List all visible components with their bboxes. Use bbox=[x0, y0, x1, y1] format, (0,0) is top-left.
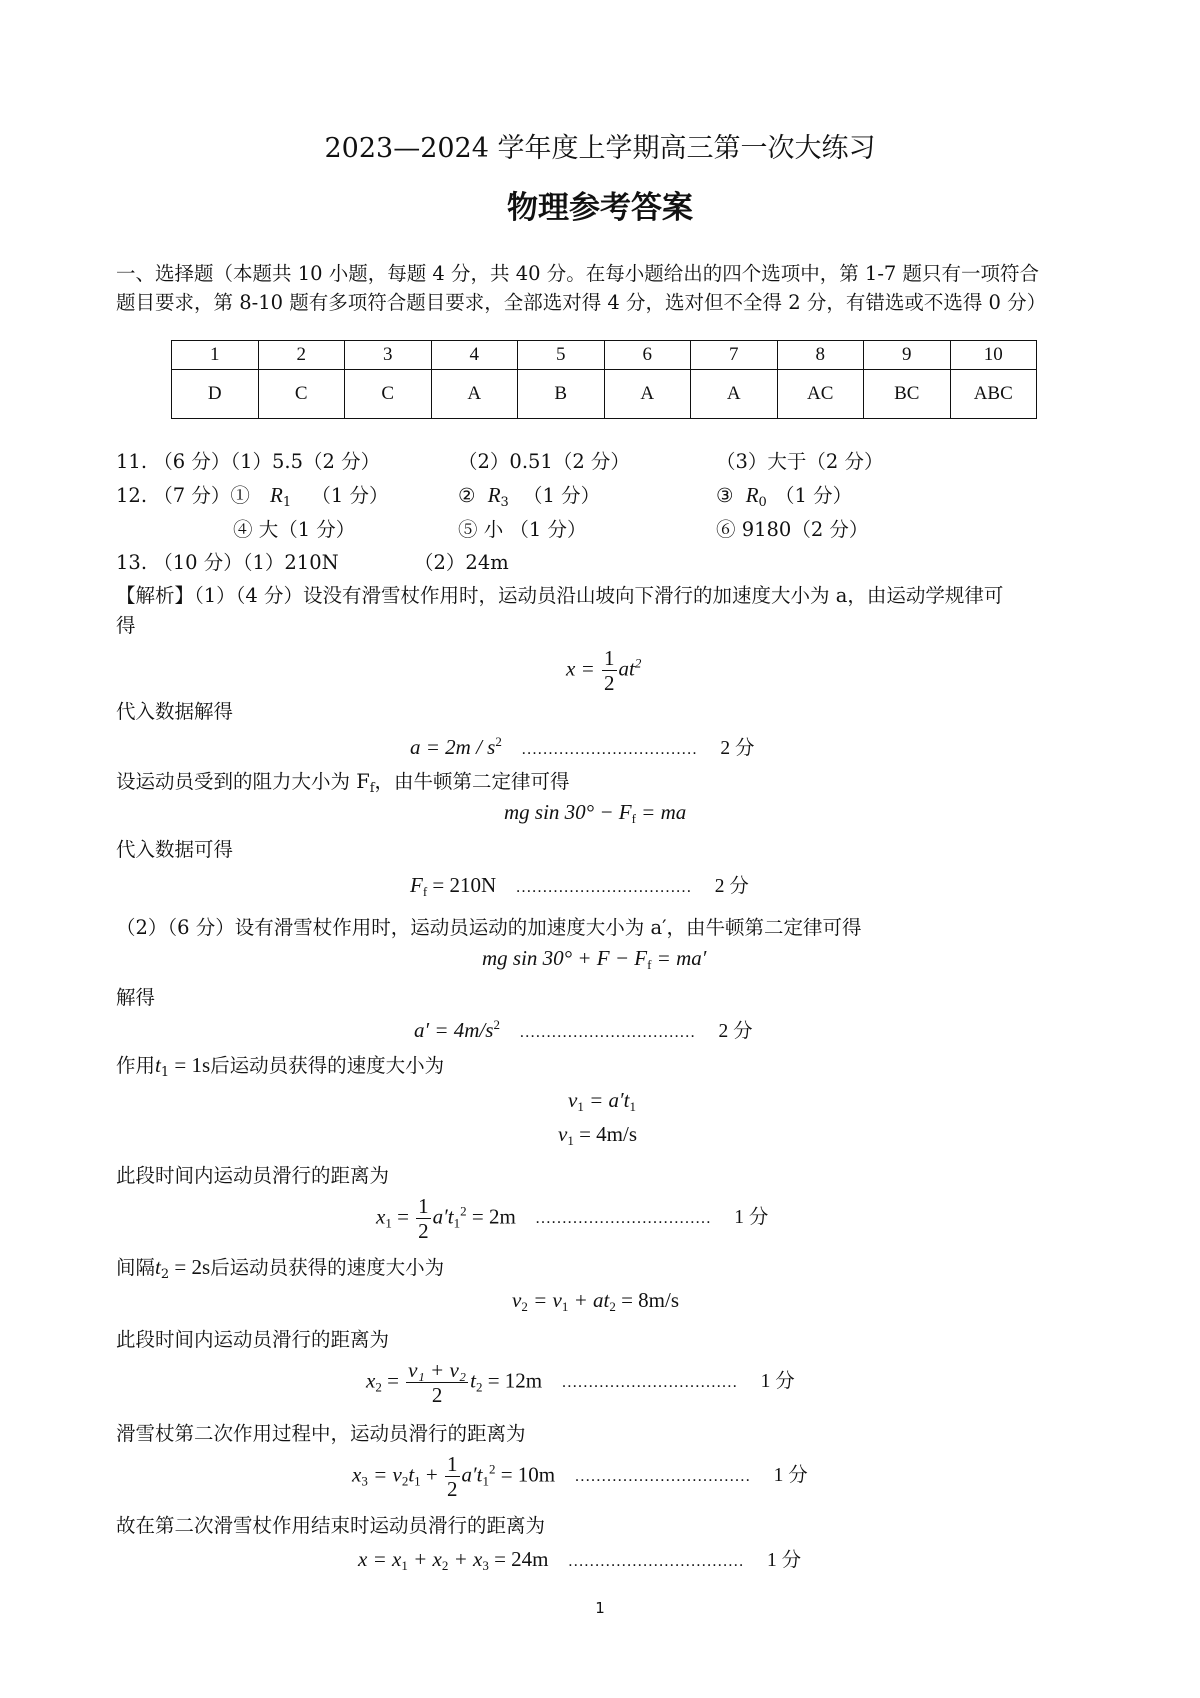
section1-intro-line1: 一、选择题（本题共 10 小题，每题 4 分，共 40 分。在每小题给出的四个选项中，第 1-7 题只有一项符合 bbox=[116, 262, 1040, 285]
resist-tail: ，由牛顿第二定律可得 bbox=[374, 770, 570, 793]
table-cell-answer: C bbox=[258, 370, 345, 419]
eq12-fraction bbox=[445, 1452, 460, 1501]
eq11-fraction bbox=[406, 1358, 468, 1407]
q12-item5: ⑤ 小 （1 分） bbox=[458, 518, 587, 541]
q12-r3-sub: 3 bbox=[500, 495, 509, 510]
eq13-sub3: 3 bbox=[482, 1558, 489, 1573]
q12-r3-score: （1 分） bbox=[523, 484, 601, 507]
distance-label-3: 滑雪杖第二次作用过程中，运动员滑行的距离为 bbox=[116, 1422, 526, 1445]
eq9-mid: a′t bbox=[432, 1204, 454, 1229]
equation-total-distance bbox=[358, 1544, 801, 1574]
after-t1-suffix: 后运动员获得的速度大小为 bbox=[210, 1054, 445, 1077]
eq6-score: 2 分 bbox=[718, 1021, 753, 1042]
eq10-v: v bbox=[512, 1288, 522, 1312]
eq12-den: 2 bbox=[447, 1477, 458, 1501]
eq4-dots: …………………………… bbox=[515, 879, 692, 896]
eq12-mid-sub: 2 bbox=[401, 1473, 409, 1489]
eq12-x: x bbox=[352, 1462, 362, 1487]
q12-item4: ④ 大（1 分） bbox=[233, 518, 356, 541]
answer-table-number-row bbox=[172, 341, 1037, 370]
q12-head bbox=[116, 480, 388, 510]
eq10-mid-sub: 1 bbox=[561, 1299, 569, 1314]
eq10-sub: 2 bbox=[521, 1299, 528, 1314]
eq3-sub: f bbox=[631, 811, 636, 826]
equation-newton-2 bbox=[482, 946, 706, 973]
eq7-v: v bbox=[568, 1088, 578, 1112]
after-t1-line bbox=[116, 1050, 444, 1080]
eq13-text: x = x bbox=[358, 1547, 402, 1571]
eq12-mid: = v bbox=[367, 1462, 402, 1487]
final-label: 故在第二次滑雪杖作用结束时运动员滑行的距离为 bbox=[116, 1514, 546, 1537]
eq7-sub: 1 bbox=[577, 1099, 584, 1114]
table-cell-answer: D bbox=[172, 370, 259, 419]
table-cell-answer: A bbox=[604, 370, 691, 419]
eq1-fraction bbox=[602, 646, 617, 695]
table-cell-answer: C bbox=[345, 370, 432, 419]
eq3-rhs: = ma bbox=[635, 800, 687, 824]
eq13-sub1: 1 bbox=[401, 1558, 408, 1573]
table-cell-number: 6 bbox=[604, 341, 691, 370]
table-cell-number: 1 bbox=[172, 341, 259, 370]
table-cell-number: 2 bbox=[258, 341, 345, 370]
t2-symbol: t bbox=[155, 1255, 161, 1279]
eq12-mid3-sub: 1 bbox=[482, 1473, 489, 1489]
equation-displacement bbox=[566, 646, 641, 695]
t2-value: = 2s bbox=[169, 1255, 211, 1279]
eq1-exp: 2 bbox=[634, 655, 642, 671]
equation-x2: $x_2$ = $\frac{\text{v₁ + v₂}}{2}$ $t_2 = 12m$ …………………………… 1 分 bbox=[366, 1358, 795, 1407]
t1-value: = 1s bbox=[169, 1053, 211, 1077]
equation-acceleration-2 bbox=[414, 1015, 753, 1043]
eq6-text: a′ = 4m/s bbox=[414, 1018, 494, 1042]
q13-head: 13. （10 分）（1）210N bbox=[116, 551, 339, 574]
q12-r0-symbol: R bbox=[745, 483, 759, 507]
answer-table bbox=[171, 340, 1037, 419]
eq7-rhs: = a′t bbox=[583, 1088, 630, 1112]
eq4-text: F bbox=[410, 873, 423, 897]
eq7-sub2: 1 bbox=[629, 1099, 636, 1114]
table-cell-number: 3 bbox=[345, 341, 432, 370]
eq12-rhs: = 10m bbox=[495, 1462, 556, 1487]
resistance-line bbox=[116, 766, 570, 796]
eq6-dots: …………………………… bbox=[519, 1024, 696, 1041]
page-number: 1 bbox=[595, 1599, 605, 1617]
solve-label: 解得 bbox=[116, 986, 156, 1009]
q13-part2: （2）24m bbox=[414, 551, 509, 574]
table-cell-number: 5 bbox=[518, 341, 605, 370]
eq10-mid: = v bbox=[527, 1288, 562, 1312]
table-cell-number: 8 bbox=[777, 341, 864, 370]
eq13-rhs: = 24m bbox=[488, 1547, 549, 1571]
equation-x1: $x_1$ = $\frac{1}{2}$ $a't_1^2 = 2m$ …………………………… 1 分 bbox=[376, 1194, 769, 1243]
q11-part1: 11. （6 分）（1）5.5（2 分） bbox=[116, 450, 381, 473]
eq10-rhs: = 8m/s bbox=[615, 1288, 680, 1312]
eq4-sub: f bbox=[422, 884, 428, 899]
equation-newton-1 bbox=[504, 800, 686, 827]
q12-r0-sub: 0 bbox=[758, 495, 767, 510]
q12-item3 bbox=[716, 480, 852, 510]
q13-analysis-line2: 得 bbox=[116, 614, 136, 637]
resist-text: 设运动员受到的阻力大小为 F bbox=[116, 770, 370, 793]
table-cell-number: 9 bbox=[864, 341, 951, 370]
eq1-num: 1 bbox=[604, 646, 615, 670]
distance-label-2: 此段时间内运动员滑行的距离为 bbox=[116, 1328, 390, 1351]
eq12-dots: …………………………… bbox=[574, 1468, 751, 1486]
eq8-rhs: = 4m/s bbox=[573, 1122, 638, 1146]
eq11-t: t bbox=[470, 1368, 476, 1393]
page-subtitle: 物理参考答案 bbox=[507, 190, 693, 226]
q13-analysis-line1: 【解析】（1）（4 分）设没有滑雪杖作用时，运动员沿山坡向下滑行的加速度大小为 a，由运动学规律可 bbox=[116, 584, 1004, 607]
table-cell-answer: A bbox=[431, 370, 518, 419]
eq12-sub: 3 bbox=[361, 1473, 368, 1489]
eq1-den: 2 bbox=[604, 671, 615, 695]
eq4-score: 2 分 bbox=[714, 876, 749, 897]
t1-sub: 1 bbox=[160, 1065, 170, 1080]
table-cell-number: 4 bbox=[431, 341, 518, 370]
after-t1-prefix: 作用 bbox=[116, 1054, 156, 1077]
table-cell-answer: B bbox=[518, 370, 605, 419]
equation-resistance bbox=[410, 870, 749, 900]
eq11-dots: …………………………… bbox=[561, 1374, 738, 1392]
eq1-rhs: at bbox=[618, 656, 635, 681]
eq11-score: 1 分 bbox=[760, 1371, 795, 1393]
eq8-sub: 1 bbox=[567, 1133, 574, 1148]
after-t2-prefix: 间隔 bbox=[116, 1256, 156, 1279]
eq9-exp: 2 bbox=[460, 1203, 467, 1219]
equation-x3: $x_3 = v_2t_1$ + $\frac{1}{2}$ $a't_1^2 = 10m$ …………………………… 1 分 bbox=[352, 1452, 808, 1501]
eq10-mid2-sub: 2 bbox=[609, 1299, 616, 1314]
eq11-den: 2 bbox=[431, 1383, 443, 1407]
eq11-x: x bbox=[366, 1368, 376, 1393]
equation-v1-value bbox=[558, 1122, 637, 1149]
q12-r0-score: （1 分） bbox=[775, 484, 853, 507]
table-cell-answer: ABC bbox=[950, 370, 1037, 419]
eq8-v: v bbox=[558, 1122, 568, 1146]
page-title: 2023—2024 学年度上学期高三第一次大练习 bbox=[324, 133, 876, 164]
eq12-mid2-sub: 1 bbox=[414, 1473, 421, 1489]
q12-r1-sub: 1 bbox=[282, 495, 292, 510]
eq2-text: a = 2m / s bbox=[410, 735, 496, 759]
q12-item2 bbox=[458, 480, 600, 510]
eq13-b: + x bbox=[407, 1547, 442, 1571]
eq11-sub: 2 bbox=[375, 1379, 382, 1395]
after-t2-suffix: 后运动员获得的速度大小为 bbox=[210, 1256, 445, 1279]
eq12-exp: 2 bbox=[488, 1461, 496, 1477]
q12-r3-symbol: R bbox=[487, 483, 501, 507]
eq12-num: 1 bbox=[447, 1452, 458, 1476]
eq11-rhs: = 12m bbox=[482, 1368, 543, 1393]
eq9-rhs: = 2m bbox=[466, 1204, 516, 1229]
q12-c3: ③ bbox=[716, 484, 734, 507]
eq9-score: 1 分 bbox=[734, 1207, 769, 1229]
eq9-x: x bbox=[376, 1204, 386, 1229]
q12-r1-symbol: R bbox=[270, 483, 283, 507]
substitute-label-2: 代入数据可得 bbox=[116, 838, 234, 861]
eq9-num: 1 bbox=[418, 1194, 429, 1218]
eq5-sub: f bbox=[647, 957, 652, 972]
eq9-dots: …………………………… bbox=[535, 1210, 712, 1228]
equation-v1-formula bbox=[568, 1088, 636, 1115]
eq13-dots: …………………………… bbox=[567, 1553, 744, 1570]
eq9-sub: 1 bbox=[385, 1215, 392, 1231]
t2-sub: 2 bbox=[160, 1267, 170, 1282]
eq6-exp: 2 bbox=[493, 1017, 500, 1032]
eq12-mid2: t bbox=[408, 1462, 415, 1487]
eq10-mid2: + at bbox=[568, 1288, 610, 1312]
eq12-score: 1 分 bbox=[773, 1465, 808, 1487]
q12-head-text: 12. （7 分）① bbox=[116, 484, 250, 507]
eq2-score: 2 分 bbox=[720, 738, 755, 759]
table-cell-answer: AC bbox=[777, 370, 864, 419]
t1-symbol: t bbox=[155, 1053, 161, 1077]
eq12-mid3: a′t bbox=[461, 1462, 483, 1487]
eq2-dots: …………………………… bbox=[521, 741, 698, 758]
eq9-den: 2 bbox=[418, 1219, 429, 1243]
q12-c2: ② bbox=[458, 484, 476, 507]
eq5-rhs: = ma′ bbox=[651, 946, 707, 970]
part2-line: （2）（6 分）设有滑雪杖作用时，运动员运动的加速度大小为 a′，由牛顿第二定律可得 bbox=[116, 916, 862, 939]
substitute-label-1: 代入数据解得 bbox=[116, 700, 234, 723]
eq5-text: mg sin 30° + F − F bbox=[482, 946, 648, 970]
equation-acceleration bbox=[410, 732, 754, 760]
q12-item6: ⑥ 9180（2 分） bbox=[716, 518, 869, 541]
eq4-rhs: = 210N bbox=[427, 873, 497, 897]
resist-sub: f bbox=[369, 781, 375, 796]
table-cell-answer: A bbox=[691, 370, 778, 419]
answer-table-answer-row bbox=[172, 370, 1037, 419]
eq13-score: 1 分 bbox=[767, 1550, 802, 1571]
q11-part3: （3）大于（2 分） bbox=[716, 450, 884, 473]
section1-intro-line2: 题目要求，第 8-10 题有多项符合题目要求，全部选对得 4 分，选对但不全得 2 分，有错选或不选得 0 分） bbox=[116, 291, 1047, 314]
q12-r1-score: （1 分） bbox=[311, 484, 389, 507]
eq9-fraction bbox=[416, 1194, 431, 1243]
eq2-exp: 2 bbox=[495, 734, 502, 749]
eq13-sub2: 2 bbox=[441, 1558, 449, 1573]
eq11-num: v₁ + v₂ bbox=[408, 1358, 467, 1382]
equation-v2 bbox=[512, 1288, 679, 1315]
after-t2-line bbox=[116, 1252, 444, 1282]
eq1-lhs: x = bbox=[566, 656, 595, 681]
table-cell-answer: BC bbox=[864, 370, 951, 419]
eq11-t-sub: 2 bbox=[475, 1379, 483, 1395]
table-cell-number: 7 bbox=[691, 341, 778, 370]
eq9-sub2: 1 bbox=[453, 1215, 461, 1231]
q11-part2: （2）0.51（2 分） bbox=[458, 450, 630, 473]
eq3-text: mg sin 30° − F bbox=[504, 800, 632, 824]
distance-label-1: 此段时间内运动员滑行的距离为 bbox=[116, 1164, 390, 1187]
eq13-c: + x bbox=[448, 1547, 483, 1571]
table-cell-number: 10 bbox=[950, 341, 1037, 370]
